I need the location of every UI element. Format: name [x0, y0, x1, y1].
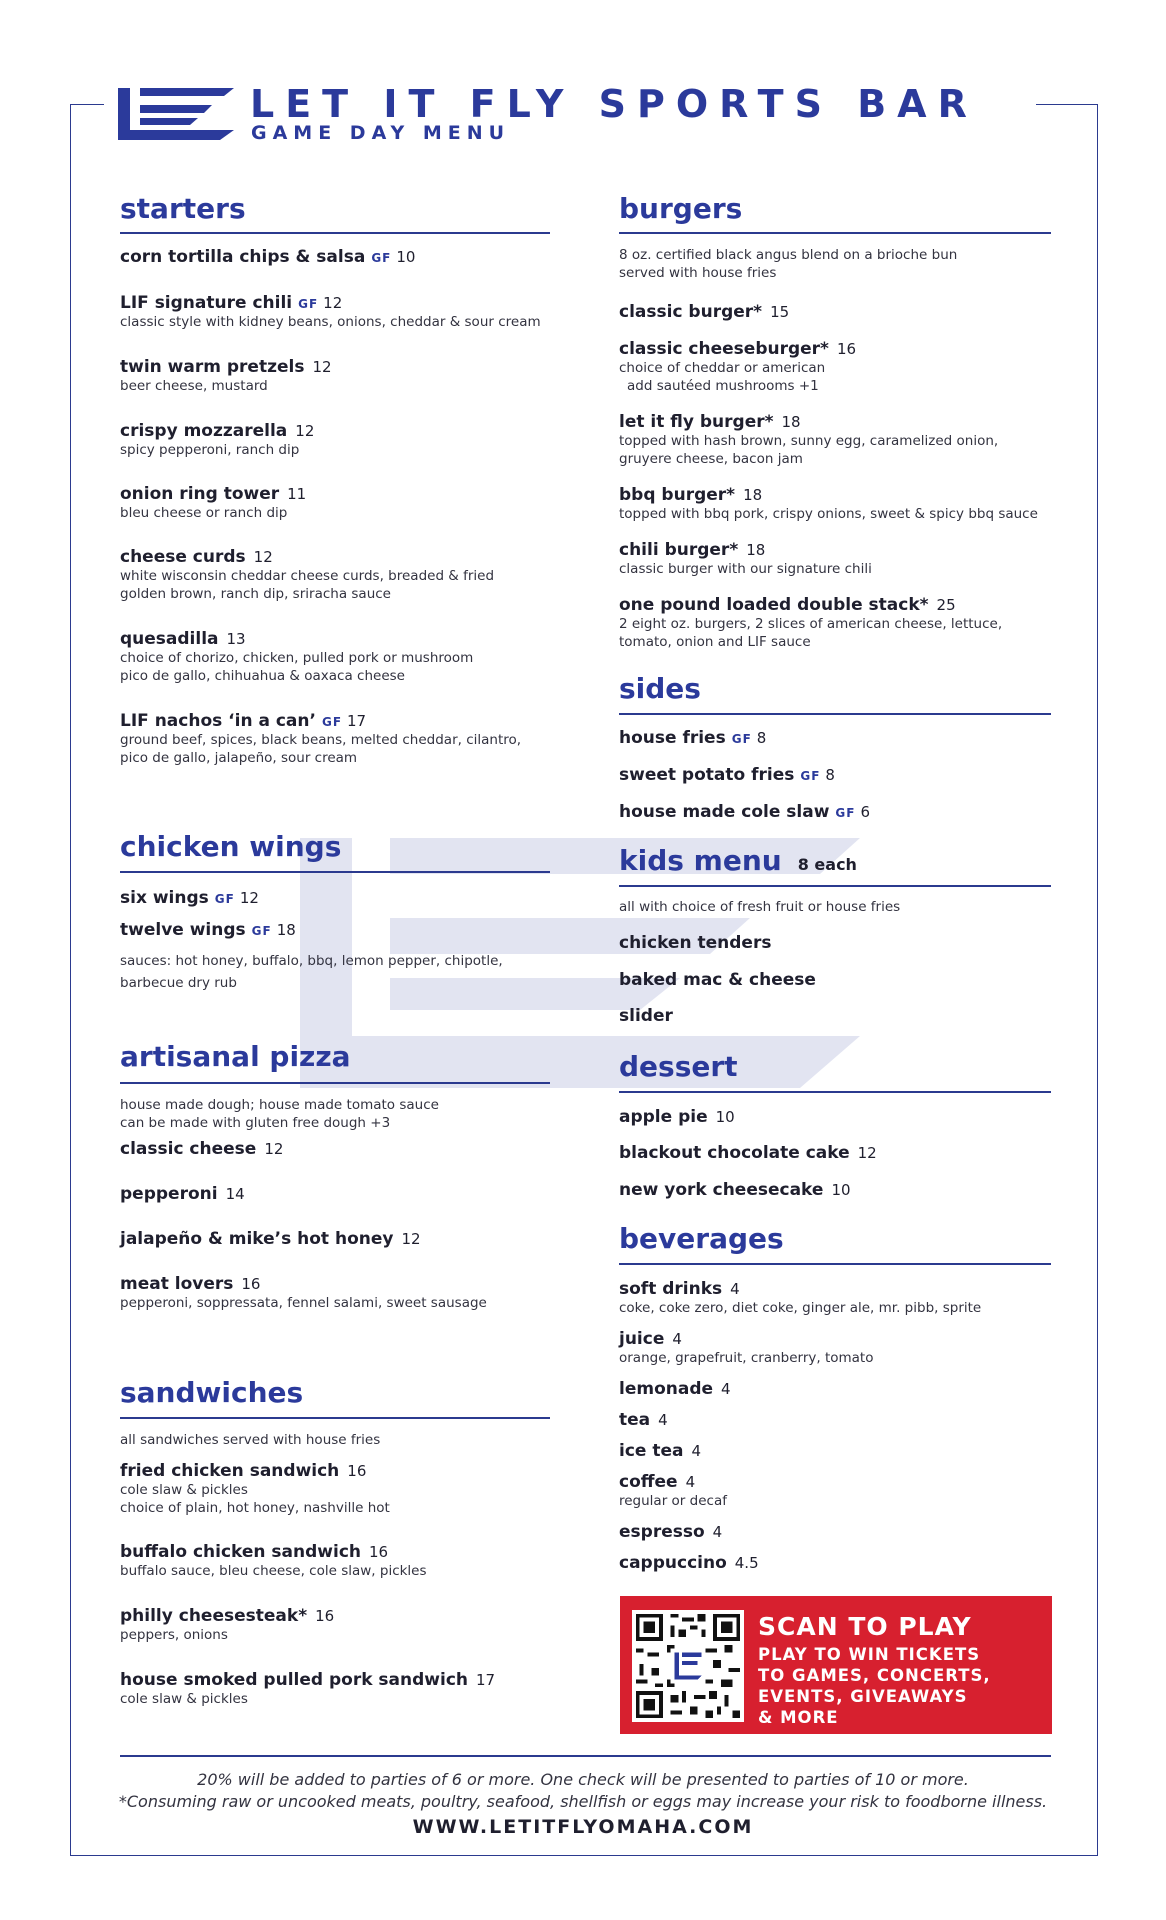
- menu-item-name: slider: [619, 1006, 673, 1026]
- menu-item: [120, 1461, 390, 1517]
- menu-item: [120, 1670, 495, 1708]
- menu-item-name: LIF signature chili: [120, 293, 293, 313]
- menu-item-name: fried chicken sandwich: [120, 1461, 340, 1481]
- menu-item-name: coffee: [619, 1472, 678, 1492]
- menu-item: [619, 1329, 874, 1367]
- menu-item-line: [619, 1410, 668, 1430]
- menu-item-name: bbq burger*: [619, 485, 736, 505]
- gluten-free-badge: GF: [835, 806, 856, 820]
- menu-item: [619, 933, 771, 953]
- menu-item-line: [619, 1472, 727, 1492]
- section-title-starters: [120, 192, 246, 225]
- food-safety-notice: *Consuming raw or uncooked meats, poultry, seafood, shellfish or eggs may increase your risk to foodborne illness.: [118, 1792, 1048, 1811]
- menu-item-name: philly cheesesteak*: [120, 1606, 308, 1626]
- gluten-free-badge: GF: [214, 892, 235, 906]
- menu-item-name: cappuccino: [619, 1553, 727, 1573]
- menu-item-description: classic style with kidney beans, onions, cheddar & sour cream: [120, 314, 541, 330]
- menu-item-price: 15: [770, 303, 790, 321]
- menu-item-description: choice of chorizo, chicken, pulled pork or mushroom: [120, 650, 474, 666]
- menu-item-description: bleu cheese or ranch dip: [120, 505, 288, 521]
- menu-item-line: [619, 485, 1038, 505]
- note-line: all sandwiches served with house fries: [120, 1432, 381, 1448]
- menu-item-line: [120, 293, 541, 313]
- section-divider: [619, 1091, 1051, 1093]
- section-note: [619, 898, 900, 916]
- menu-item-price: 4: [712, 1523, 723, 1541]
- note-line: all with choice of fresh fruit or house fries: [619, 899, 901, 915]
- menu-item-price: 8: [756, 729, 767, 747]
- menu-subtitle: GAME DAY MENU: [251, 122, 511, 144]
- restaurant-title: LET IT FLY SPORTS BAR: [250, 82, 978, 126]
- menu-item: [619, 1410, 668, 1430]
- menu-item-price: 10: [396, 248, 416, 266]
- menu-item: [619, 1472, 727, 1510]
- menu-item-price: 4: [721, 1380, 731, 1398]
- menu-item-name: chicken tenders: [619, 933, 772, 953]
- menu-item: [619, 1107, 735, 1127]
- menu-item-name: pepperoni: [120, 1184, 218, 1204]
- menu-item: [120, 293, 541, 331]
- menu-item-price: 18: [743, 486, 763, 504]
- menu-item-name: meat lovers: [120, 1274, 234, 1294]
- promo-line: PLAY TO WIN TICKETS: [758, 1645, 981, 1664]
- menu-item-price: 16: [347, 1462, 367, 1480]
- gluten-free-badge: GF: [321, 715, 343, 729]
- menu-item-description: pico de gallo, chihuahua & oaxaca cheese: [120, 668, 405, 684]
- menu-item-name: LIF nachos ‘in a can’: [120, 711, 316, 731]
- qr-code-icon[interactable]: [632, 1610, 744, 1722]
- menu-item-description: tomato, onion and LIF sauce: [619, 634, 811, 650]
- menu-item-line: [120, 1184, 245, 1204]
- menu-item-line: [619, 595, 1002, 615]
- menu-item-line: [120, 1139, 283, 1159]
- menu-item-description: peppers, onions: [120, 1627, 228, 1643]
- menu-item-price: 16: [241, 1275, 261, 1293]
- menu-item-name: juice: [619, 1329, 665, 1349]
- menu-item-line: [619, 540, 872, 560]
- menu-item-line: [120, 1670, 495, 1690]
- menu-item: [120, 1274, 487, 1312]
- menu-item-line: [120, 629, 473, 649]
- section-note: [120, 1431, 380, 1449]
- menu-item-price: 16: [315, 1607, 335, 1625]
- menu-item-description: ground beef, spices, black beans, melted cheddar, cilantro,: [120, 732, 522, 748]
- section-title-sides: [619, 672, 701, 705]
- menu-item-line: [120, 421, 314, 441]
- menu-item-name: corn tortilla chips & salsa: [120, 247, 366, 267]
- menu-item-description: pico de gallo, jalapeño, sour cream: [120, 750, 358, 766]
- menu-item-line: [619, 765, 835, 785]
- menu-item: [619, 802, 870, 822]
- menu-item: [120, 421, 314, 459]
- menu-item-price: 17: [476, 1671, 496, 1689]
- section-title-text: starters: [120, 192, 246, 225]
- menu-item-price: 12: [857, 1144, 877, 1162]
- menu-item-name: house fries: [619, 728, 726, 748]
- section-divider: [619, 885, 1051, 887]
- menu-item-name: house smoked pulled pork sandwich: [120, 1670, 469, 1690]
- section-title-pizza: [120, 1040, 351, 1073]
- menu-item-description: cole slaw & pickles: [120, 1691, 248, 1707]
- section-title-text: dessert: [619, 1050, 738, 1083]
- menu-item-line: [120, 920, 296, 940]
- menu-item-price: 4.5: [734, 1554, 759, 1572]
- section-title-kids: [619, 844, 857, 877]
- menu-item-description: topped with bbq pork, crispy onions, sweet & spicy bbq sauce: [619, 506, 1038, 522]
- gluten-free-badge: GF: [371, 251, 392, 265]
- menu-item-name: espresso: [619, 1522, 705, 1542]
- menu-item-name: crispy mozzarella: [120, 421, 288, 441]
- menu-item-line: [619, 1143, 877, 1163]
- section-title-beverages: [619, 1222, 784, 1255]
- section-title-text: artisanal pizza: [120, 1040, 351, 1073]
- section-note: [120, 1096, 439, 1132]
- menu-item-description: cole slaw & pickles: [120, 1482, 248, 1498]
- gratuity-notice: 20% will be added to parties of 6 or more. One check will be presented to parties of 10 or more.: [197, 1770, 969, 1789]
- menu-item: [120, 888, 259, 908]
- menu-item-line: [120, 357, 332, 377]
- menu-item: [619, 728, 766, 748]
- menu-item-description: beer cheese, mustard: [120, 378, 268, 394]
- menu-item-line: [619, 1522, 722, 1542]
- menu-item: [619, 1553, 759, 1573]
- menu-item-description: choice of cheddar or american: [619, 360, 826, 376]
- menu-item-name: soft drinks: [619, 1279, 723, 1299]
- section-title-text: burgers: [619, 192, 743, 225]
- menu-item-price: 4: [672, 1330, 682, 1348]
- menu-item-description: pepperoni, soppressata, fennel salami, sweet sausage: [120, 1295, 487, 1311]
- menu-item-name: apple pie: [619, 1107, 708, 1127]
- menu-item-description: coke, coke zero, diet coke, ginger ale, mr. pibb, sprite: [619, 1300, 982, 1316]
- menu-item-name: one pound loaded double stack*: [619, 595, 929, 615]
- gluten-free-badge: GF: [800, 769, 821, 783]
- promo-line: & MORE: [758, 1708, 839, 1727]
- menu-item-name: house made cole slaw: [619, 802, 830, 822]
- section-divider: [120, 1417, 550, 1419]
- menu-item: [619, 302, 789, 322]
- menu-item-line: [619, 728, 766, 748]
- gluten-free-badge: GF: [731, 732, 752, 746]
- promo-headline: SCAN TO PLAY: [758, 1612, 972, 1641]
- menu-item-line: [120, 1606, 334, 1626]
- menu-item: [120, 484, 306, 522]
- menu-item-price: 18: [746, 541, 766, 559]
- menu-item: [120, 357, 332, 395]
- section-divider: [619, 232, 1051, 234]
- menu-item-name: six wings: [120, 888, 209, 908]
- lif-logo-icon: [118, 88, 234, 140]
- menu-item: [120, 1229, 421, 1249]
- menu-item-price: 12: [253, 548, 273, 566]
- menu-item-price: 16: [369, 1543, 389, 1561]
- gluten-free-badge: GF: [251, 924, 272, 938]
- menu-item: [619, 540, 872, 578]
- menu-item: [120, 1139, 283, 1159]
- section-title-text: beverages: [619, 1222, 784, 1255]
- menu-item-line: [120, 888, 259, 908]
- menu-item: [120, 1542, 427, 1580]
- menu-item-price: 18: [781, 413, 801, 431]
- menu-item-line: [619, 339, 856, 359]
- menu-item-price: 4: [691, 1442, 702, 1460]
- section-divider: [120, 1082, 550, 1084]
- menu-item-price: 16: [836, 340, 857, 358]
- menu-item-price: 6: [860, 803, 871, 821]
- menu-item: [619, 1279, 981, 1317]
- menu-item-name: ice tea: [619, 1441, 684, 1461]
- menu-item-price: 13: [226, 630, 246, 648]
- menu-item-name: classic cheese: [120, 1139, 257, 1159]
- section-divider: [120, 871, 550, 873]
- menu-item-name: chili burger*: [619, 540, 739, 560]
- menu-item: [619, 1522, 722, 1542]
- menu-item-line: [619, 1553, 759, 1573]
- note-line: can be made with gluten free dough +3: [120, 1115, 391, 1131]
- menu-item-line: [120, 1274, 487, 1294]
- section-divider: [619, 713, 1051, 715]
- note-line: house made dough; house made tomato sauce: [120, 1097, 439, 1113]
- note-line: served with house fries: [619, 265, 777, 281]
- menu-item-name: lemonade: [619, 1379, 714, 1399]
- scan-to-play-banner[interactable]: [620, 1596, 1052, 1734]
- menu-item-line: [619, 1441, 701, 1461]
- menu-item-name: new york cheesecake: [619, 1180, 824, 1200]
- menu-item: [619, 970, 816, 990]
- menu-item: [619, 595, 1002, 651]
- promo-line: EVENTS, GIVEAWAYS: [758, 1687, 968, 1706]
- menu-item-description: spicy pepperoni, ranch dip: [120, 442, 300, 458]
- menu-item-description: regular or decaf: [619, 1493, 727, 1509]
- menu-item-price: 10: [831, 1181, 851, 1199]
- website-link[interactable]: WWW.LETITFLYOMAHA.COM: [412, 1816, 754, 1838]
- menu-item-price: 11: [287, 485, 307, 503]
- section-divider: [120, 232, 550, 234]
- menu-item-description: 2 eight oz. burgers, 2 slices of american cheese, lettuce,: [619, 616, 1003, 632]
- note-line: 8 oz. certified black angus blend on a brioche bun: [619, 247, 958, 263]
- menu-item-line: [120, 484, 306, 504]
- menu-item-price: 12: [312, 358, 332, 376]
- menu-item: [619, 1441, 701, 1461]
- menu-item-name: buffalo chicken sandwich: [120, 1542, 361, 1562]
- menu-item-line: [619, 933, 771, 953]
- menu-item: [619, 485, 1038, 523]
- menu-item-description: orange, grapefruit, cranberry, tomato: [619, 1350, 874, 1366]
- menu-item-line: [619, 802, 870, 822]
- section-title-dessert: [619, 1050, 738, 1083]
- menu-item: [619, 1143, 877, 1163]
- menu-item-price: 25: [936, 596, 956, 614]
- menu-item-name: classic cheeseburger*: [619, 339, 829, 359]
- menu-item-name: twin warm pretzels: [120, 357, 305, 377]
- menu-item-line: [619, 1006, 673, 1026]
- section-title-text: chicken wings: [120, 830, 342, 863]
- menu-item-name: blackout chocolate cake: [619, 1143, 850, 1163]
- menu-item: [619, 412, 998, 468]
- promo-line: TO GAMES, CONCERTS,: [758, 1666, 991, 1685]
- menu-item-line: [619, 302, 789, 322]
- menu-item: [120, 547, 494, 603]
- menu-item-line: [120, 711, 521, 731]
- menu-item: [120, 1606, 334, 1644]
- menu-item-line: [619, 1180, 851, 1200]
- menu-item: [120, 629, 473, 685]
- section-note: [619, 246, 957, 282]
- menu-item-name: onion ring tower: [120, 484, 280, 504]
- menu-item: [619, 1180, 851, 1200]
- menu-item-name: sweet potato fries: [619, 765, 795, 785]
- menu-item-description: topped with hash brown, sunny egg, caramelized onion,: [619, 433, 999, 449]
- menu-item-price: 12: [323, 294, 343, 312]
- section-title-burgers: [619, 192, 742, 225]
- note-line: barbecue dry rub: [120, 975, 237, 991]
- menu-item-line: [619, 1107, 735, 1127]
- menu-item-line: [619, 412, 998, 432]
- menu-item-name: quesadilla: [120, 629, 219, 649]
- menu-item-price: 4: [685, 1473, 696, 1491]
- menu-item-line: [619, 1379, 731, 1399]
- section-title-text: sandwiches: [120, 1376, 304, 1409]
- menu-item-name: baked mac & cheese: [619, 970, 816, 990]
- menu-item-description: golden brown, ranch dip, sriracha sauce: [120, 586, 391, 602]
- menu-item-price: 12: [401, 1230, 421, 1248]
- menu-item-name: let it fly burger*: [619, 412, 774, 432]
- menu-item-name: cheese curds: [120, 547, 246, 567]
- menu-item-line: [120, 1461, 390, 1481]
- section-title-text: kids menu: [619, 844, 782, 877]
- menu-item-description: white wisconsin cheddar cheese curds, breaded & fried: [120, 568, 495, 584]
- menu-item-line: [120, 1229, 421, 1249]
- gluten-free-badge: GF: [298, 297, 319, 311]
- menu-item-line: [619, 1329, 874, 1349]
- menu-item-name: classic burger*: [619, 302, 763, 322]
- menu-item-price: 12: [295, 422, 315, 440]
- menu-item-price: 14: [225, 1185, 245, 1203]
- section-price-note: 8 each: [797, 855, 857, 874]
- menu-item-line: [120, 547, 494, 567]
- section-title-sandwiches: [120, 1376, 303, 1409]
- menu-item-name: twelve wings: [120, 920, 246, 940]
- menu-item: [120, 711, 521, 767]
- menu-item-price: 12: [264, 1140, 284, 1158]
- menu-item: [619, 765, 835, 785]
- menu-item-line: [619, 970, 816, 990]
- menu-item: [619, 1379, 731, 1399]
- menu-item-description: gruyere cheese, bacon jam: [619, 451, 803, 467]
- menu-item-name: jalapeño & mike’s hot honey: [120, 1229, 394, 1249]
- promo-body: [758, 1644, 991, 1728]
- menu-item-price: 10: [715, 1108, 735, 1126]
- menu-item-price: 12: [239, 889, 259, 907]
- menu-item-price: 18: [276, 921, 296, 939]
- menu-item-description: add sautéed mushrooms +1: [627, 378, 819, 394]
- menu-item-name: tea: [619, 1410, 651, 1430]
- menu-item: [619, 339, 856, 395]
- menu-item-description: classic burger with our signature chili: [619, 561, 872, 577]
- menu-item: [619, 1006, 673, 1026]
- menu-item-price: 17: [347, 712, 367, 730]
- menu-item-description: choice of plain, hot honey, nashville hot: [120, 1500, 390, 1516]
- menu-item-line: [120, 1542, 427, 1562]
- section-note: [120, 950, 503, 994]
- section-title-wings: [120, 830, 341, 863]
- menu-item: [120, 920, 296, 940]
- menu-item: [120, 1184, 245, 1204]
- section-divider: [619, 1263, 1051, 1265]
- menu-item-description: buffalo sauce, bleu cheese, cole slaw, pickles: [120, 1563, 427, 1579]
- menu-item-price: 8: [825, 766, 835, 784]
- menu-item-line: [619, 1279, 981, 1299]
- menu-item-line: [120, 247, 415, 267]
- menu-item: [120, 247, 415, 267]
- menu-item-price: 4: [730, 1280, 740, 1298]
- menu-item-price: 4: [658, 1411, 668, 1429]
- section-title-text: sides: [619, 672, 701, 705]
- note-line: sauces: hot honey, buffalo, bbq, lemon pepper, chipotle,: [120, 953, 503, 969]
- footer-divider: [120, 1755, 1051, 1757]
